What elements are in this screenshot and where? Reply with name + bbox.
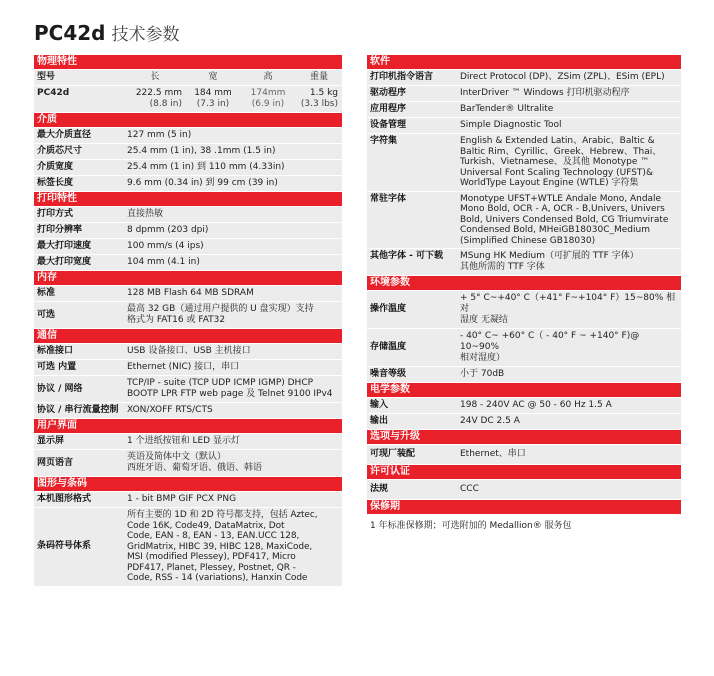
spec-row: [367, 192, 681, 249]
spec-key: 可现厂装配: [370, 449, 416, 459]
spec-row: [367, 414, 681, 429]
col-height: 高: [263, 72, 273, 82]
length-in: (8.8 in): [149, 99, 182, 109]
spec-key: 本机图形格式: [37, 494, 92, 504]
spec-key: 存储温度: [370, 342, 407, 352]
spec-row: [34, 239, 342, 254]
spec-key: 字符集: [370, 136, 398, 146]
spec-key: 协议 / 串行流量控制: [37, 405, 119, 415]
spec-key: 应用程序: [370, 104, 407, 114]
spec-row: [367, 118, 681, 133]
spec-row: [367, 249, 681, 275]
spec-key: 显示屏: [37, 436, 65, 446]
spec-value: English & Extended Latin、Arabic、Baltic & Baltic Rim、Cyrillic、Greek、Hebrew、Thai、 Turkish、Vietnamese、及其他 Monotype ™ Universal Font Scaling Technology (UFST)& WorldType Layout Engine (WTLE) 字符集: [460, 136, 662, 188]
length-mm: 222.5 mm: [135, 88, 182, 98]
spec-key: 最大打印宽度: [37, 257, 92, 267]
col-length: 长: [150, 72, 160, 82]
spec-value: Simple Diagnostic Tool: [460, 120, 562, 130]
height-in: (6.9 in): [251, 99, 285, 109]
spec-row: [34, 492, 342, 507]
spec-value: CCC: [460, 484, 479, 494]
spec-key: 介质芯尺寸: [37, 146, 83, 156]
spec-row: [34, 508, 342, 586]
spec-value: BarTender® Ultralite: [460, 104, 554, 114]
spec-row: [367, 70, 681, 85]
section-header-media: 介质: [34, 113, 342, 127]
model-name: PC42d: [34, 21, 106, 45]
spec-key: 常驻字体: [370, 193, 407, 204]
spec-value: 128 MB Flash 64 MB SDRAM: [127, 288, 254, 298]
spec-value: Monotype UFST+WTLE Andale Mono, Andale Mono Bold, OCR - A, OCR - B,Univers, Univers Bold, Univers Condensed Bold, CG Triumvirate Condensed Bold, MHeiGB18030C_Medium (Simplified Chinese GB18030): [460, 193, 669, 246]
spec-value: 25.4 mm (1 in) 到 110 mm (4.33in): [127, 162, 285, 172]
spec-key: 法规: [370, 484, 389, 494]
spec-row: [34, 286, 342, 301]
spec-value: 1 - bit BMP GIF PCX PNG: [127, 494, 237, 504]
spec-row: [34, 176, 342, 191]
spec-value: 8 dpmm (203 dpi): [127, 225, 209, 235]
spec-row: [367, 480, 681, 499]
spec-value: MSung HK Medium（可扩展的 TTF 字体） 其他所需的 TTF 字体: [460, 251, 639, 272]
height-mm: 174mm: [250, 88, 286, 98]
spec-value: + 5° C~+40° C（+41° F~+104° F）15~80% 相对 湿度 无凝结: [460, 293, 676, 325]
right-column: [367, 55, 681, 534]
spec-key: 标签长度: [37, 178, 74, 188]
section-header-options: 选项与升级: [367, 430, 681, 444]
spec-key: 可选 内置: [37, 362, 77, 372]
spec-value: 25.4 mm (1 in), 38 .1mm (1.5 in): [127, 146, 276, 156]
spec-row: [34, 302, 342, 328]
width-in: (7.3 in): [196, 99, 230, 109]
spec-key: 网页语言: [37, 457, 74, 468]
spec-key: 介质宽度: [37, 162, 74, 172]
spec-value: 直接热敏: [127, 209, 164, 219]
spec-row: [34, 255, 342, 270]
spec-key: 输入: [370, 400, 389, 410]
spec-value: InterDriver ™ Windows 打印机驱动程序: [460, 88, 630, 98]
weight-lbs: (3.3 lbs): [300, 99, 338, 109]
spec-key: 噪音等级: [370, 369, 407, 379]
warranty-text: 1 年标准保修期；可选附加的 Medallion® 服务包: [370, 521, 572, 531]
section-header-software: 软件: [367, 55, 681, 69]
spec-key: 操作温度: [370, 304, 407, 314]
spec-key: 输出: [370, 416, 389, 426]
page-subtitle: 技术参数: [111, 25, 180, 45]
section-header-env: 环境参数: [367, 276, 681, 290]
spec-key: 条码符号体系: [37, 541, 92, 552]
section-header-print: 打印特性: [34, 192, 342, 206]
col-model: 型号: [37, 72, 56, 82]
spec-row: [367, 86, 681, 101]
spec-row: [34, 376, 342, 402]
spec-value: 英语及简体中文（默认） 西班牙语、葡萄牙语、俄语、韩语: [127, 452, 263, 473]
page-title: [34, 20, 179, 50]
section-header-physical: 物理特性: [34, 55, 342, 69]
spec-row: [34, 434, 342, 449]
spec-row: [34, 403, 342, 418]
spec-value: 24V DC 2.5 A: [460, 416, 520, 426]
left-column: [34, 55, 342, 587]
spec-key: 其他字体 - 可下载: [370, 251, 444, 261]
width-mm: 184 mm: [194, 88, 232, 98]
spec-row: [367, 445, 681, 464]
section-header-memory: 内存: [34, 271, 342, 285]
spec-row: [367, 102, 681, 117]
spec-row: [367, 367, 681, 382]
weight-kg: 1.5 kg: [309, 88, 338, 98]
spec-key: 设备管理: [370, 120, 407, 130]
spec-key: 最大打印速度: [37, 241, 92, 251]
spec-value: XON/XOFF RTS/CTS: [127, 405, 213, 415]
section-header-comm: 通信: [34, 329, 342, 343]
spec-key: 打印分辨率: [37, 225, 83, 235]
spec-value: 100 mm/s (4 ips): [127, 241, 204, 251]
spec-key: 可选: [37, 309, 56, 320]
spec-value: 最高 32 GB（通过用户提供的 U 盘实现）支持 格式为 FAT16 或 FAT32: [127, 304, 314, 325]
spec-value: 104 mm (4.1 in): [127, 257, 200, 267]
spec-value: 127 mm (5 in): [127, 130, 192, 140]
spec-row: [34, 450, 342, 476]
section-header-electrical: 电学参数: [367, 383, 681, 397]
physical-value-row-imperial: [34, 99, 342, 112]
spec-key: 打印机指令语言: [370, 72, 434, 82]
physical-table: [34, 70, 342, 85]
spec-value: 9.6 mm (0.34 in) 到 99 cm (39 in): [127, 178, 278, 188]
spec-key: 标准接口: [37, 346, 74, 356]
spec-row: [34, 144, 342, 159]
physical-value-row: [34, 86, 342, 99]
spec-row: [367, 329, 681, 366]
col-weight: 重量: [309, 72, 328, 82]
model-value: PC42d: [37, 88, 70, 98]
spec-value: - 40° C~ +60° C（ - 40° F ~ +140° F)@ 10~90% 相对湿度）: [460, 331, 640, 363]
section-header-warranty: 保修期: [367, 500, 681, 514]
spec-value: 所有主要的 1D 和 2D 符号都支持，包括 Aztec, Code 16K, Code49, DataMatrix, Dot Code, EAN - 8, EAN - 13, EAN.UCC 128, GridMatrix, HIBC 39, HIBC 128, MaxiCode, MSI (modified Plessey), PDF417, Micro PDF417, Planet, Plessey, Postnet, QR - Code, RSS - 14 (variations), Hanxin Code: [127, 510, 318, 583]
spec-value: 小于 70dB: [460, 369, 505, 379]
physical-header-row: [34, 70, 342, 85]
spec-key: 标准: [37, 288, 56, 298]
spec-row: [34, 207, 342, 222]
spec-row: [34, 344, 342, 359]
physical-value-table: [34, 86, 342, 112]
spec-value: 1 个进纸按钮和 LED 显示灯: [127, 436, 240, 446]
spec-value: 198 - 240V AC @ 50 - 60 Hz 1.5 A: [460, 400, 612, 410]
spec-key: 打印方式: [37, 209, 74, 219]
spec-row: [367, 291, 681, 328]
spec-key: 驱动程序: [370, 88, 407, 98]
spec-value: TCP/IP - suite (TCP UDP ICMP IGMP) DHCP BOOTP LPR FTP web page 及 Telnet 9100 IPv4: [127, 378, 333, 399]
spec-row: [367, 134, 681, 191]
spec-value: USB 设备接口、USB 主机接口: [127, 346, 251, 356]
spec-row: [367, 398, 681, 413]
col-width: 宽: [208, 72, 218, 82]
spec-row: [34, 223, 342, 238]
spec-key: 最大介质直径: [37, 130, 92, 140]
spec-row: [34, 360, 342, 375]
spec-value: Direct Protocol (DP)、ZSim (ZPL)、ESim (EPL): [460, 72, 665, 82]
spec-value: Ethernet、串口: [460, 449, 526, 459]
spec-row: [34, 128, 342, 143]
spec-key: 协议 / 网络: [37, 383, 83, 394]
section-header-graphics: 图形与条码: [34, 477, 342, 491]
section-header-ui: 用户界面: [34, 419, 342, 433]
section-header-certs: 许可认证: [367, 465, 681, 479]
spec-value: Ethernet (NIC) 接口，串口: [127, 362, 240, 372]
spec-row: [34, 160, 342, 175]
